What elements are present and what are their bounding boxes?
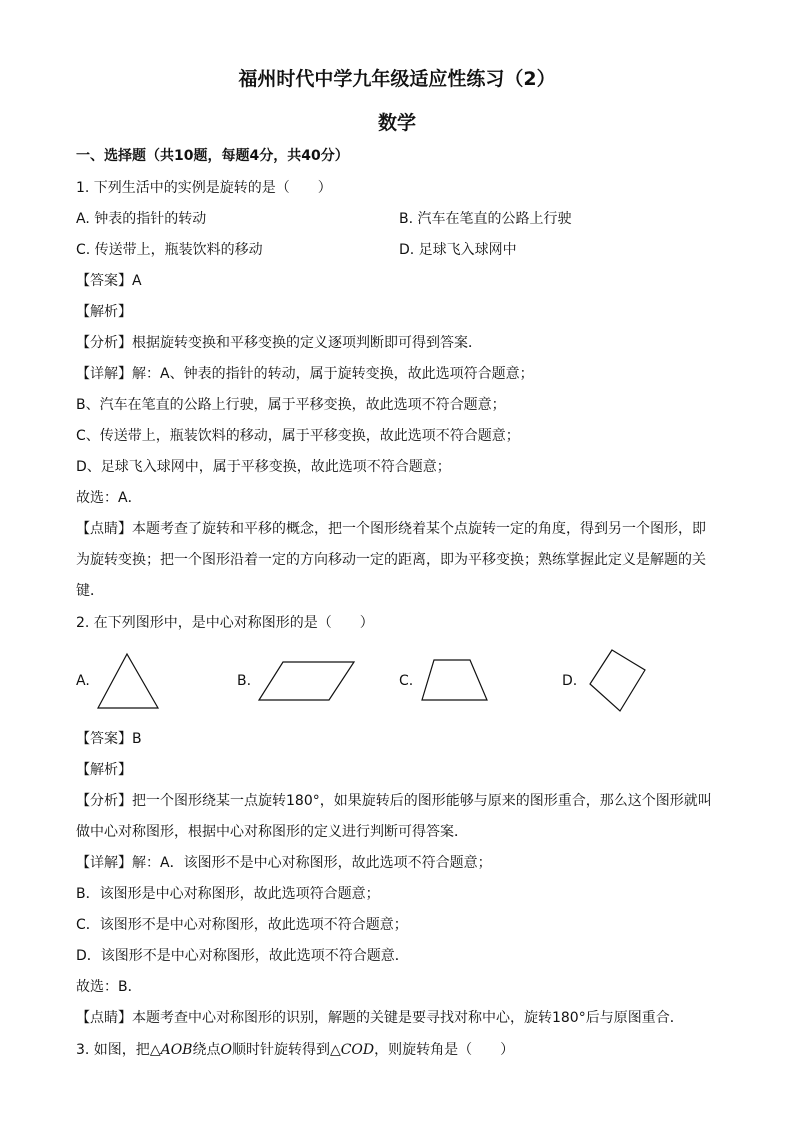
q2-xiangjie-line: 故选：B． bbox=[76, 979, 142, 995]
q1-xiangjie-line: 故选：A． bbox=[76, 490, 142, 506]
q2-shape-label-a: A. bbox=[76, 673, 90, 689]
q2-analysis-title: 【解析】 bbox=[76, 762, 132, 778]
q1-xiangjie-line: D、足球飞入球网中，属于平移变换，故此选项不符合题意； bbox=[76, 459, 451, 475]
q1-answer: 【答案】A bbox=[76, 273, 142, 289]
q3-point-o: O bbox=[220, 1042, 232, 1058]
q3-stem-prefix: 3. 如图，把 bbox=[76, 1042, 150, 1058]
q1-option-c: C. 传送带上，瓶装饮料的移动 bbox=[76, 242, 263, 258]
triangle-figure bbox=[96, 652, 160, 710]
q1-option-b: B. 汽车在笔直的公路上行驶 bbox=[399, 211, 572, 227]
q3-triangle-aob: △AOB bbox=[149, 1042, 193, 1058]
section-heading: 一、选择题（共10题，每题4分，共40分） bbox=[76, 148, 349, 164]
trapezoid-figure bbox=[420, 658, 490, 702]
q1-fenxi: 【分析】根据旋转变换和平移变换的定义逐项判断即可得到答案． bbox=[76, 335, 482, 351]
q2-xiangjie-line: B．该图形是中心对称图形，故此选项符合题意； bbox=[76, 886, 380, 902]
q2-stem: 2. 在下列图形中，是中心对称图形的是（ ） bbox=[76, 615, 374, 631]
q2-shape-label-d: D. bbox=[562, 673, 578, 689]
q1-xiangjie-line: C、传送带上，瓶装饮料的移动，属于平移变换，故此选项不符合题意； bbox=[76, 428, 520, 444]
q1-dianjing-line: 为旋转变换；把一个图形沿着一定的方向移动一定的距离，即为平移变换；熟练掌握此定义是解题的关 bbox=[76, 552, 706, 568]
q1-dianjing-line: 【点睛】本题考查了旋转和平移的概念，把一个图形绕着某个点旋转一定的角度，得到另一个图形，即 bbox=[76, 521, 706, 537]
q2-fenxi-line: 【分析】把一个图形绕某一点旋转180°，如果旋转后的图形能够与原来的图形重合，那么这个图形就叫 bbox=[76, 793, 712, 809]
q1-option-d: D. 足球飞入球网中 bbox=[399, 242, 517, 258]
q2-answer: 【答案】B bbox=[76, 731, 142, 747]
subject-title: 数学 bbox=[377, 112, 416, 134]
q3-stem bbox=[76, 1040, 514, 1060]
q1-dianjing-line: 键． bbox=[76, 583, 104, 599]
q3-stem-mid1: 绕点 bbox=[192, 1042, 221, 1058]
q2-shape-label-b: B. bbox=[237, 673, 252, 689]
q2-shape-label-c: C. bbox=[399, 673, 414, 689]
q3-triangle-cod: △COD bbox=[329, 1042, 375, 1058]
kite-figure bbox=[587, 648, 649, 714]
parallelogram-figure bbox=[257, 660, 357, 702]
q2-fenxi-line: 做中心对称图形，根据中心对称图形的定义进行判断可得答案． bbox=[76, 824, 468, 840]
q2-xiangjie-line: 【详解】解：A．该图形不是中心对称图形，故此选项不符合题意； bbox=[76, 855, 492, 871]
q1-xiangjie-line: 【详解】解：A、钟表的指针的转动，属于旋转变换，故此选项符合题意； bbox=[76, 366, 534, 382]
q1-analysis-title: 【解析】 bbox=[76, 304, 132, 320]
q2-dianjing: 【点睛】本题考查中心对称图形的识别，解题的关键是要寻找对称中心，旋转180°后与原图重合． bbox=[76, 1010, 684, 1026]
q1-option-a: A. 钟表的指针的转动 bbox=[76, 211, 207, 227]
q1-stem: 1. 下列生活中的实例是旋转的是（ ） bbox=[76, 180, 332, 196]
q2-xiangjie-line: C．该图形不是中心对称图形，故此选项不符合题意； bbox=[76, 917, 408, 933]
q3-stem-mid2: 顺时针旋转得到 bbox=[231, 1042, 330, 1058]
page-title: 福州时代中学九年级适应性练习（2） bbox=[238, 68, 556, 90]
q1-xiangjie-line: B、汽车在笔直的公路上行驶，属于平移变换，故此选项不符合题意； bbox=[76, 397, 506, 413]
q3-stem-suffix: ，则旋转角是（ ） bbox=[374, 1042, 515, 1058]
q2-xiangjie-line: D．该图形不是中心对称图形，故此选项不符合题意． bbox=[76, 948, 409, 964]
